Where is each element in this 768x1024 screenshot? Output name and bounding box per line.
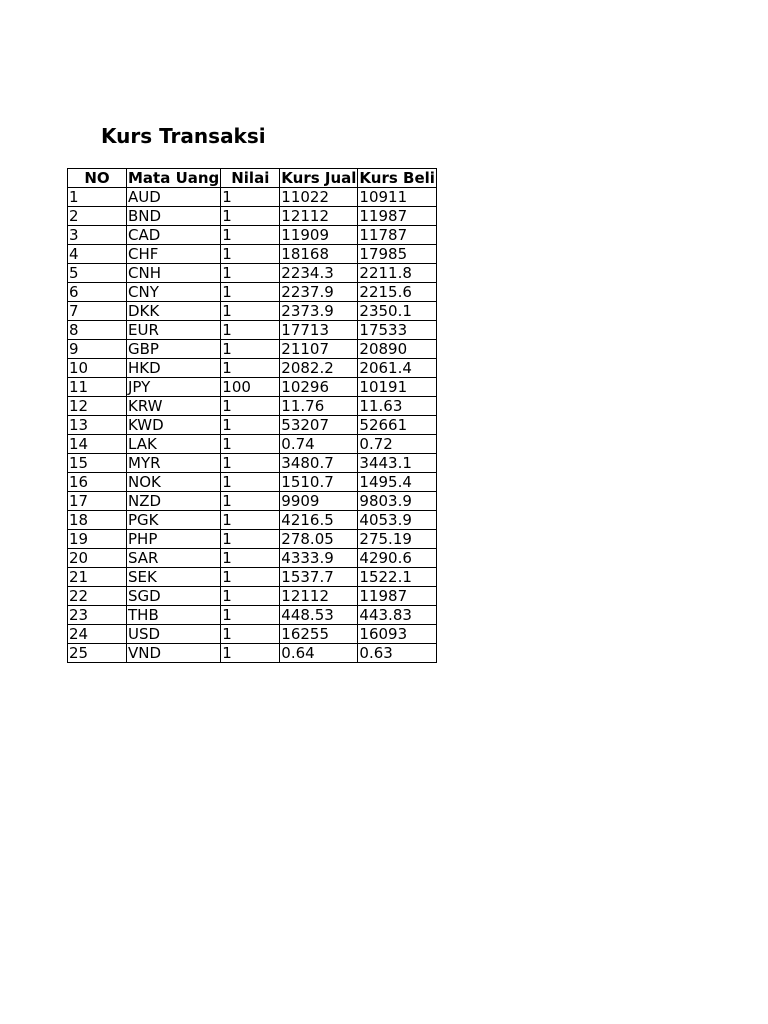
cell-sell-rate: 53207 xyxy=(280,416,358,435)
cell-currency: BND xyxy=(127,207,221,226)
cell-currency: LAK xyxy=(127,435,221,454)
cell-no: 7 xyxy=(68,302,127,321)
cell-buy-rate: 11787 xyxy=(358,226,436,245)
cell-value: 1 xyxy=(221,435,280,454)
cell-sell-rate: 2237.9 xyxy=(280,283,358,302)
cell-no: 25 xyxy=(68,644,127,663)
cell-buy-rate: 275.19 xyxy=(358,530,436,549)
table-row xyxy=(68,397,437,416)
cell-currency: NOK xyxy=(127,473,221,492)
cell-buy-rate: 10191 xyxy=(358,378,436,397)
table-row xyxy=(68,644,437,663)
cell-currency: HKD xyxy=(127,359,221,378)
cell-currency: SEK xyxy=(127,568,221,587)
cell-currency: JPY xyxy=(127,378,221,397)
cell-sell-rate: 448.53 xyxy=(280,606,358,625)
table-row xyxy=(68,606,437,625)
cell-value: 1 xyxy=(221,321,280,340)
table-row xyxy=(68,340,437,359)
cell-buy-rate: 2061.4 xyxy=(358,359,436,378)
cell-buy-rate: 10911 xyxy=(358,188,436,207)
cell-value: 1 xyxy=(221,416,280,435)
cell-no: 16 xyxy=(68,473,127,492)
cell-no: 23 xyxy=(68,606,127,625)
table-row xyxy=(68,454,437,473)
cell-value: 1 xyxy=(221,454,280,473)
header-currency xyxy=(127,169,221,188)
cell-value: 1 xyxy=(221,188,280,207)
cell-currency: DKK xyxy=(127,302,221,321)
cell-no: 15 xyxy=(68,454,127,473)
cell-buy-rate: 1522.1 xyxy=(358,568,436,587)
table-row xyxy=(68,416,437,435)
table-row xyxy=(68,302,437,321)
cell-sell-rate: 18168 xyxy=(280,245,358,264)
cell-buy-rate: 4290.6 xyxy=(358,549,436,568)
column-header-label: Nilai xyxy=(231,169,270,187)
cell-buy-rate: 16093 xyxy=(358,625,436,644)
cell-no: 18 xyxy=(68,511,127,530)
cell-value: 1 xyxy=(221,568,280,587)
cell-value: 1 xyxy=(221,340,280,359)
table-row xyxy=(68,245,437,264)
table-row xyxy=(68,226,437,245)
cell-currency: AUD xyxy=(127,188,221,207)
cell-buy-rate: 20890 xyxy=(358,340,436,359)
cell-value: 1 xyxy=(221,397,280,416)
cell-no: 2 xyxy=(68,207,127,226)
cell-value: 1 xyxy=(221,302,280,321)
cell-buy-rate: 11.63 xyxy=(358,397,436,416)
cell-value: 1 xyxy=(221,587,280,606)
table-row xyxy=(68,530,437,549)
cell-currency: CAD xyxy=(127,226,221,245)
cell-no: 20 xyxy=(68,549,127,568)
table-row xyxy=(68,207,437,226)
cell-no: 6 xyxy=(68,283,127,302)
cell-sell-rate: 10296 xyxy=(280,378,358,397)
cell-currency: SAR xyxy=(127,549,221,568)
header-value xyxy=(221,169,280,188)
cell-value: 1 xyxy=(221,511,280,530)
cell-currency: CHF xyxy=(127,245,221,264)
header-buy-rate xyxy=(358,169,436,188)
cell-buy-rate: 9803.9 xyxy=(358,492,436,511)
cell-buy-rate: 11987 xyxy=(358,207,436,226)
cell-sell-rate: 16255 xyxy=(280,625,358,644)
cell-currency: CNH xyxy=(127,264,221,283)
cell-no: 19 xyxy=(68,530,127,549)
table-row xyxy=(68,587,437,606)
cell-buy-rate: 0.72 xyxy=(358,435,436,454)
cell-value: 1 xyxy=(221,549,280,568)
cell-value: 1 xyxy=(221,283,280,302)
cell-currency: PHP xyxy=(127,530,221,549)
cell-sell-rate: 2373.9 xyxy=(280,302,358,321)
cell-currency: NZD xyxy=(127,492,221,511)
cell-no: 14 xyxy=(68,435,127,454)
table-row xyxy=(68,625,437,644)
table-row xyxy=(68,359,437,378)
cell-currency: VND xyxy=(127,644,221,663)
cell-buy-rate: 0.63 xyxy=(358,644,436,663)
cell-value: 1 xyxy=(221,530,280,549)
cell-value: 1 xyxy=(221,606,280,625)
cell-currency: CNY xyxy=(127,283,221,302)
cell-no: 10 xyxy=(68,359,127,378)
cell-no: 17 xyxy=(68,492,127,511)
table-row xyxy=(68,492,437,511)
table-row xyxy=(68,435,437,454)
cell-buy-rate: 443.83 xyxy=(358,606,436,625)
cell-sell-rate: 4333.9 xyxy=(280,549,358,568)
cell-value: 1 xyxy=(221,644,280,663)
cell-sell-rate: 21107 xyxy=(280,340,358,359)
cell-sell-rate: 1510.7 xyxy=(280,473,358,492)
cell-sell-rate: 2082.2 xyxy=(280,359,358,378)
cell-currency: MYR xyxy=(127,454,221,473)
cell-no: 22 xyxy=(68,587,127,606)
header-sell-rate xyxy=(280,169,358,188)
cell-no: 4 xyxy=(68,245,127,264)
cell-value: 1 xyxy=(221,226,280,245)
cell-value: 1 xyxy=(221,207,280,226)
cell-no: 8 xyxy=(68,321,127,340)
cell-sell-rate: 11909 xyxy=(280,226,358,245)
cell-value: 1 xyxy=(221,625,280,644)
cell-currency: GBP xyxy=(127,340,221,359)
cell-buy-rate: 11987 xyxy=(358,587,436,606)
cell-no: 5 xyxy=(68,264,127,283)
cell-no: 13 xyxy=(68,416,127,435)
cell-currency: THB xyxy=(127,606,221,625)
cell-no: 3 xyxy=(68,226,127,245)
cell-buy-rate: 3443.1 xyxy=(358,454,436,473)
cell-sell-rate: 3480.7 xyxy=(280,454,358,473)
cell-currency: KRW xyxy=(127,397,221,416)
table-row xyxy=(68,568,437,587)
column-header-label: Kurs Jual xyxy=(281,169,357,187)
cell-sell-rate: 11.76 xyxy=(280,397,358,416)
column-header-label: Mata Uang xyxy=(128,169,220,187)
exchange-rate-table xyxy=(67,168,437,663)
cell-no: 1 xyxy=(68,188,127,207)
cell-no: 21 xyxy=(68,568,127,587)
cell-sell-rate: 12112 xyxy=(280,207,358,226)
cell-buy-rate: 52661 xyxy=(358,416,436,435)
cell-currency: PGK xyxy=(127,511,221,530)
cell-sell-rate: 12112 xyxy=(280,587,358,606)
cell-sell-rate: 0.64 xyxy=(280,644,358,663)
cell-no: 9 xyxy=(68,340,127,359)
cell-buy-rate: 17533 xyxy=(358,321,436,340)
cell-sell-rate: 1537.7 xyxy=(280,568,358,587)
cell-sell-rate: 4216.5 xyxy=(280,511,358,530)
cell-value: 1 xyxy=(221,473,280,492)
cell-value: 1 xyxy=(221,359,280,378)
cell-buy-rate: 2215.6 xyxy=(358,283,436,302)
table-row xyxy=(68,549,437,568)
cell-buy-rate: 2211.8 xyxy=(358,264,436,283)
header-no xyxy=(68,169,127,188)
cell-no: 12 xyxy=(68,397,127,416)
cell-sell-rate: 17713 xyxy=(280,321,358,340)
cell-value: 1 xyxy=(221,492,280,511)
table-row xyxy=(68,283,437,302)
cell-value: 1 xyxy=(221,264,280,283)
page-title: Kurs Transaksi xyxy=(101,124,266,148)
cell-no: 24 xyxy=(68,625,127,644)
cell-sell-rate: 2234.3 xyxy=(280,264,358,283)
cell-sell-rate: 11022 xyxy=(280,188,358,207)
cell-currency: SGD xyxy=(127,587,221,606)
table-row xyxy=(68,473,437,492)
cell-value: 1 xyxy=(221,245,280,264)
table-row xyxy=(68,264,437,283)
cell-buy-rate: 1495.4 xyxy=(358,473,436,492)
column-header-label: Kurs Beli xyxy=(359,169,435,187)
column-header-label: NO xyxy=(84,169,110,187)
cell-buy-rate: 2350.1 xyxy=(358,302,436,321)
table-header-row xyxy=(68,169,437,188)
cell-sell-rate: 278.05 xyxy=(280,530,358,549)
cell-currency: EUR xyxy=(127,321,221,340)
cell-currency: USD xyxy=(127,625,221,644)
cell-sell-rate: 0.74 xyxy=(280,435,358,454)
cell-no: 11 xyxy=(68,378,127,397)
cell-sell-rate: 9909 xyxy=(280,492,358,511)
cell-buy-rate: 4053.9 xyxy=(358,511,436,530)
table-row xyxy=(68,511,437,530)
cell-buy-rate: 17985 xyxy=(358,245,436,264)
cell-currency: KWD xyxy=(127,416,221,435)
table-row xyxy=(68,378,437,397)
table-row xyxy=(68,321,437,340)
table-body xyxy=(68,188,437,663)
cell-value: 100 xyxy=(221,378,280,397)
table-row xyxy=(68,188,437,207)
